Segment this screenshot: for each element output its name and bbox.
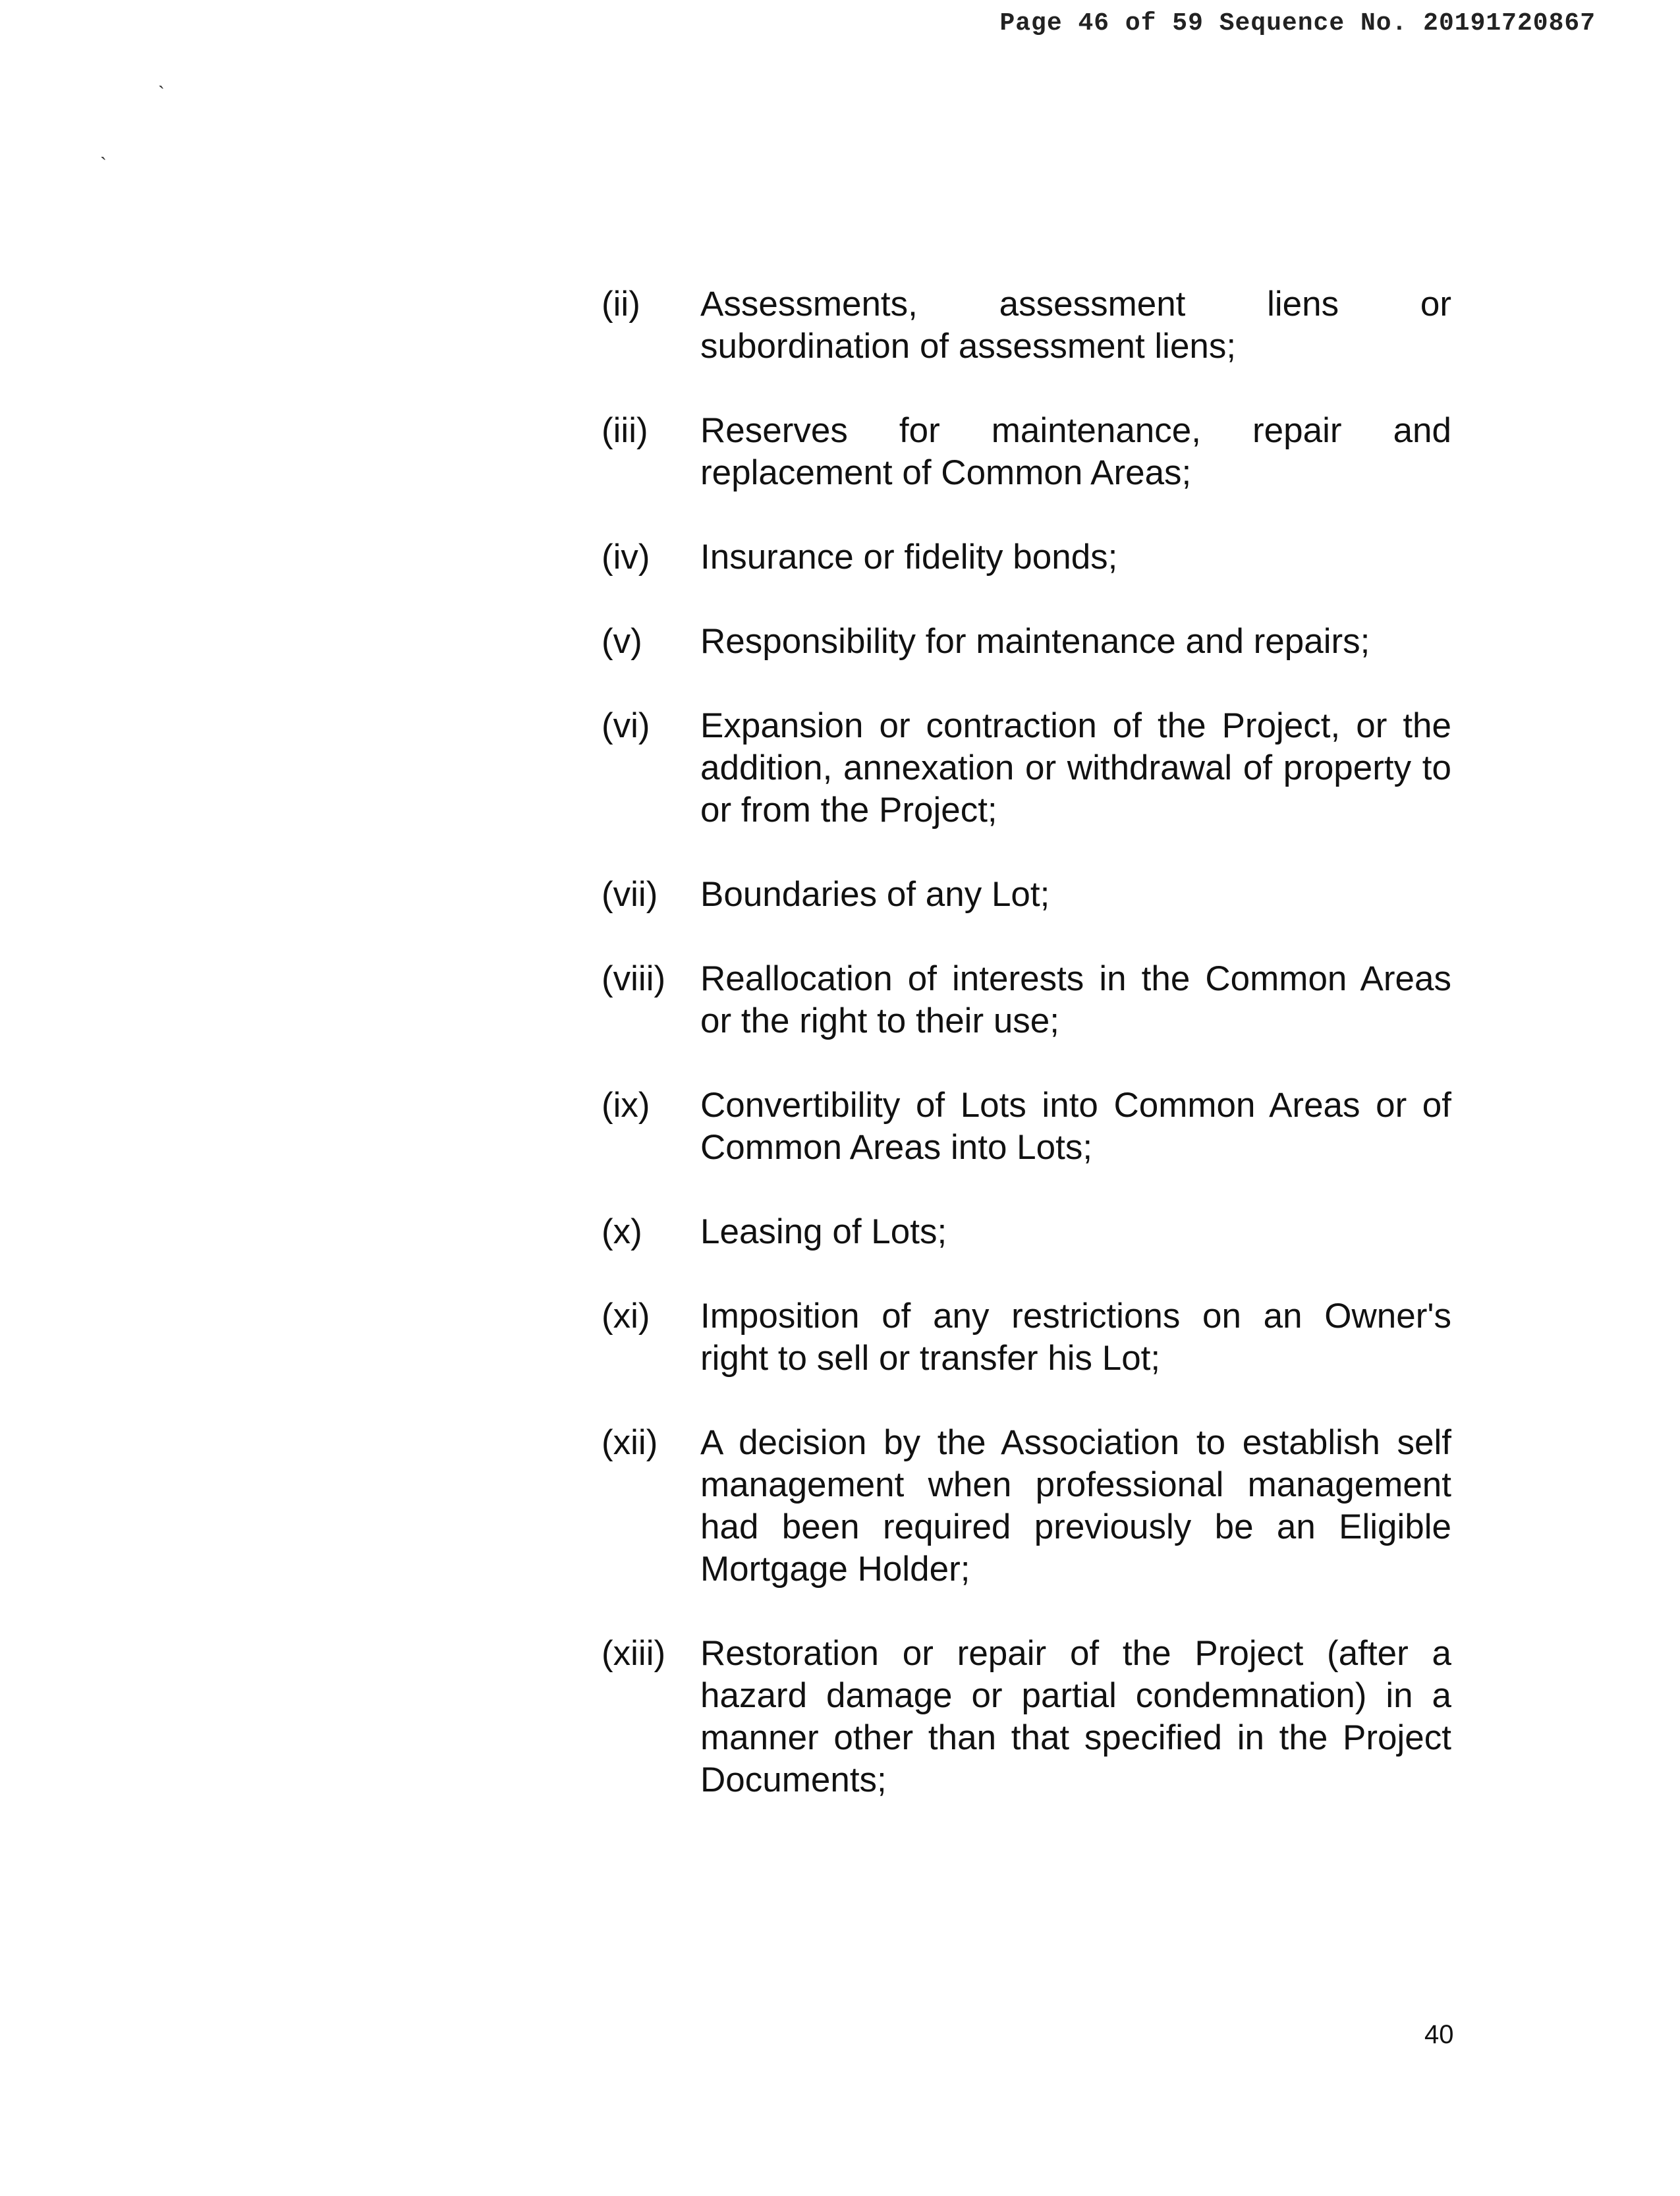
clause-text: Reallocation of interests in the Common Areas or the right to their use; <box>700 959 1451 1040</box>
clause-number: (ix) <box>602 1086 650 1125</box>
list-item <box>602 1211 1451 1253</box>
page-number: 40 <box>1424 2020 1454 2049</box>
list-item <box>602 958 1451 1042</box>
clause-number: (vi) <box>602 706 650 745</box>
clause-text: Restoration or repair of the Project (after a hazard damage or partial condemnation) in a manner other than that specified in the Project Documents; <box>700 1634 1451 1799</box>
list-item <box>602 1084 1451 1169</box>
list-item <box>602 1295 1451 1380</box>
clause-text: Imposition of any restrictions on an Owner's right to sell or transfer his Lot; <box>700 1297 1451 1378</box>
list-item <box>602 1422 1451 1591</box>
clause-text: A decision by the Association to establish self management when professional management had been required previously be an Eligible Mortgage Holder; <box>700 1423 1451 1589</box>
clause-number: (iii) <box>602 411 648 450</box>
clause-text: Assessments, assessment liens or subordination of assessment liens; <box>700 285 1451 366</box>
clause-number: (iv) <box>602 538 650 577</box>
stray-mark: ` <box>158 83 165 105</box>
clause-text: Responsibility for maintenance and repairs; <box>700 622 1370 661</box>
list-item <box>602 410 1451 494</box>
stray-mark: ` <box>100 154 107 176</box>
clause-number: (v) <box>602 622 642 661</box>
page-header-sequence: Page 46 of 59 Sequence No. 20191720867 <box>999 9 1596 38</box>
clause-number: (xi) <box>602 1297 650 1336</box>
clause-text: Leasing of Lots; <box>700 1212 947 1251</box>
clause-text: Insurance or fidelity bonds; <box>700 538 1118 577</box>
clause-number: (x) <box>602 1212 642 1251</box>
clause-number: (ii) <box>602 285 640 324</box>
list-item <box>602 536 1451 578</box>
list-item <box>602 283 1451 368</box>
clause-text: Boundaries of any Lot; <box>700 875 1050 914</box>
clause-number: (viii) <box>602 959 666 998</box>
list-item <box>602 705 1451 831</box>
clause-number: (vii) <box>602 875 658 914</box>
list-item <box>602 874 1451 916</box>
clause-number: (xiii) <box>602 1634 666 1673</box>
clause-list <box>602 283 1451 1844</box>
clause-text: Convertibility of Lots into Common Areas or of Common Areas into Lots; <box>700 1086 1451 1167</box>
list-item <box>602 621 1451 663</box>
list-item <box>602 1633 1451 1801</box>
clause-number: (xii) <box>602 1423 658 1462</box>
clause-text: Expansion or contraction of the Project, or the addition, annexation or withdrawal of property to or from the Project; <box>700 706 1451 830</box>
clause-text: Reserves for maintenance, repair and replacement of Common Areas; <box>700 411 1451 492</box>
